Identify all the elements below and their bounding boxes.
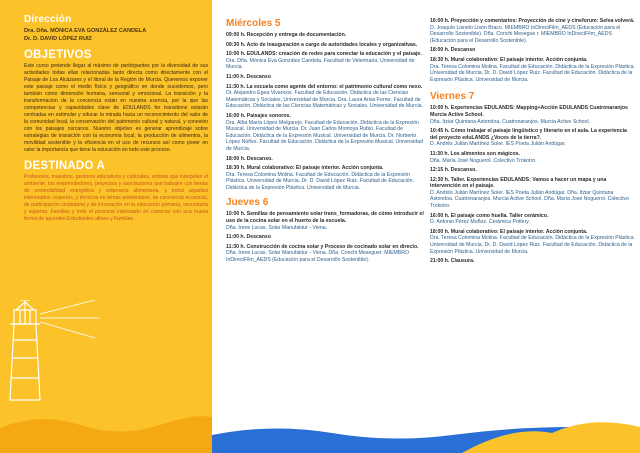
- schedule-entry: [430, 177, 635, 210]
- entry-title: 18:00 h. Descanso.: [226, 155, 273, 162]
- entry-detail: D. Joaquín Lisnelo Lisón Braco. MIEMBRO InDirectFilm_AEDS (Educación para el Desarrollo Sostenible). Dña. Conchi Mesegue r. MIEMBRO InDirectFilm_AEDS (Educación para el Desarrollo Sostenible).: [430, 24, 621, 44]
- entry-title: 11:00 h. Descanso: [226, 73, 271, 80]
- entry-title: 10:00 h. Experiencias EDULANDS: Mapping+Acción EDULANDS Cuatronaranjos Murcia Active School.: [430, 105, 628, 118]
- entry-title: 11:30 h. Los alimentos son mágicos.: [430, 150, 520, 157]
- destinado-heading: DESTINADO A: [24, 160, 105, 172]
- entry-detail: Dra. Teresa Colomina Molina. Facultad de Educación. Didáctica de la Expresión Plástica. Universidad de Murcia. Dr. D. David López Ruiz. Facultad de Educación. Didáctica de la Expresión Plástica. Universidad de Murcia.: [430, 63, 635, 83]
- schedule-entry: [430, 47, 635, 54]
- entry-detail: D. Andrés Julián Martínez Soler. IES Poeta Julián Andúgar. Dña. Itziar Quintana Astondoa. Cuatronaranjos. Murcia Active School. Dña. María José Noguerol. Colectivo Trokotro.: [430, 189, 629, 210]
- entry-title: 11:30 h. Construcción de cocina solar y Proceso de cocinado solar en directo.: [226, 243, 419, 250]
- schedule-entry: [430, 213, 635, 226]
- schedule-entry: [226, 211, 426, 231]
- entry-title: 11:30 h. La escuela como agente del entorno: el patrimonio cultural como nexo.: [226, 83, 423, 90]
- day-title-miercoles: Miércoles 5: [226, 18, 281, 29]
- schedule-entry: [226, 244, 426, 264]
- director-2: Dr. D. DAVID LÓPEZ RUIZ: [24, 36, 92, 42]
- schedule-entry: [430, 128, 635, 148]
- entry-title: 18:30 h. Mural colaborativo: El paisaje interior. Acción conjunta.: [430, 56, 588, 63]
- schedule-entry: [430, 57, 635, 83]
- entry-title: 18:30 h. Mural colaborativo: El paisaje interior. Acción conjunta.: [226, 165, 384, 172]
- entry-title: 10:00 h. Semillas de pensamiento solar trans_formadoras, de cómo introducir el uso de la cocina solar en el huerto de la escuela.: [226, 211, 424, 225]
- entry-title: 10:00 h. EDULANDS: creación de redes para conectar la educación y el paisaje.: [226, 51, 422, 58]
- schedule-entry: [430, 229, 635, 255]
- entry-detail: Dña. Itziar Quintana Astondoa. Cuatronaranjos. Murcia Active School.: [430, 118, 591, 125]
- entry-title: 09:30 h. Acto de inauguración a cargo de autoridades locales y organizativas.: [226, 41, 418, 48]
- entry-detail: Dra. Teresa Colomina Molina. Facultad de Educación. Didáctica de la Expresión Plástica. Universidad de Murcia. Dr. D. David López Ruiz. Facultad de Educación. Didáctica de la Expresión Plástica. Universidad de Murcia.: [226, 171, 414, 191]
- entry-detail: Dña. Irene Lucas. Solar Manufaktur - Viena. Dña. Conchi Meseguer. MIEMBRO InDirectFilm_AEDS (Educación para el Desarrollo Sostenible).: [226, 250, 409, 264]
- lighthouse-illustration: [0, 300, 212, 453]
- entry-title: 18:00 h. Descanso: [430, 47, 476, 54]
- destinado-text: Profesores, maestros, gestores educativos y culturales, artistas que interpelen el ambiente, los emprendedores, proyectos y asociaciones que trabajen con temas de sostenibilidad energética y soberanía alimentaria, y todos aquellos interesados, expertos, y técnicos en temas ambientales, de conciencia ecosocial, de participación ciudadana y de innovación en la educación primaria, secundaria y superior. Familias y todo el personal interesado en conectar con una nueva forma de aprender.Estudiantes afines y Familias.: [24, 174, 208, 222]
- schedule-entry: [226, 165, 426, 191]
- entry-detail: Dña. Irene Lucas. Solar Manufaktur - Viena.: [226, 224, 328, 231]
- schedule-entry: [430, 105, 635, 125]
- entry-detail: D. Antonio Pérez Muñoz. Cerámica Pottery.: [430, 219, 530, 226]
- left-content: [24, 14, 208, 223]
- entry-detail: Dra. Dña. Mónica Eva González Candela. Facultad de Veterinaria. Universidad de Murcia.: [226, 57, 415, 71]
- schedule-entry: [226, 113, 426, 153]
- entry-detail: Dra. Teresa Colomina Molina. Facultad de Educación. Didáctica de la Expresión Plástica. Universidad de Murcia. Dr. D. David López Ruiz. Facultad de Educación. Didáctica de la Expresión Plástica. Universidad de Murcia.: [430, 235, 635, 255]
- day-title-jueves: Jueves 6: [226, 197, 269, 209]
- entry-title: 16:00 h. Paisajes sonoros.: [226, 112, 291, 119]
- schedule-entry: [430, 167, 635, 174]
- entry-detail: Dr. Alejandro Egea Vivancos. Facultad de Educación. Didáctica de las Ciencias Matemáticas y Sociales. Universidad de Murcia. Dra. Laura Arias Ferrer. Facultad de Educación. Didáctica de las Ciencias Matemáticas y Sociales. Universidad de Murcia.: [226, 90, 423, 110]
- schedule-entry: [430, 258, 635, 265]
- objetivos-heading: OBJETIVOS: [24, 49, 92, 61]
- entry-detail: Dña. María José Noguerol. Colectivo Trokotro.: [430, 157, 537, 164]
- schedule-entry: [226, 156, 426, 163]
- entry-title: 16:00 h. El paisaje como huella. Taller cerámico.: [430, 212, 549, 219]
- day-title-viernes: Viernes 7: [430, 91, 475, 103]
- right-column: [430, 18, 635, 268]
- middle-column: [226, 18, 426, 267]
- entry-detail: Dra. Alba María López Melgarejo. Facultad de Educación. Didáctica de la Expresión Musical. Universidad de Murcia. Dr. Juan Carlos Montoya Rubio. Facultad de Educación. Didáctica de la Expresión Musical. Universidad de Murcia. Dr. Norberto López Núñez. Facultad de Educación. Didáctica de la Expresión Musical. Universidad de Murcia.: [226, 119, 423, 152]
- entry-title: 11:00 h. Descanso: [226, 234, 271, 241]
- entry-title: 10:45 h. Cómo trabajar el paisaje lingüístico y literario en el aula. La experiencia del proyecto eduLANDS ¿Voces de la tierra?.: [430, 128, 627, 141]
- schedule-entry: [430, 151, 635, 164]
- schedule-entry: [226, 74, 426, 81]
- director-1: Dra. Dña. MÓNICA EVA GONZÁLEZ CANDELA: [24, 28, 147, 34]
- entry-title: 16:00 h. Proyección y comentarios: Proyección de cine y cineforum: Selva volverá.: [430, 18, 635, 24]
- bottom-waves: [212, 405, 640, 453]
- entry-title: 18:00 h. Mural colaborativo: El paisaje interior. Acción conjunta.: [430, 228, 588, 235]
- left-panel: [0, 0, 212, 453]
- schedule-entry: [226, 32, 426, 39]
- entry-title: 12:30 h. Taller. Experiencias EDULANDS: Vamos a hacer un mapa y una intervención en el paisaje.: [430, 176, 607, 190]
- entry-title: 21:00 h. Clausura.: [430, 258, 475, 265]
- direccion-heading: Dirección: [24, 14, 72, 25]
- entry-title: 09:00 h. Recepción y entrega de documentación.: [226, 32, 347, 38]
- schedule-entry: [226, 84, 426, 110]
- schedule-entry: [430, 18, 635, 44]
- entry-detail: D. Andrés Julián Martínez Soler. IES Poeta Julián Andúgar.: [430, 141, 566, 148]
- entry-title: 12:15 h. Descanso.: [430, 167, 477, 174]
- lighthouse-icon: [10, 300, 100, 400]
- schedule-entry: [226, 51, 426, 71]
- objetivos-text: Este curso pretende llegar al máximo de participantes por la diversidad de sus actividades todas ellas relacionadas tanto directa como directamente con el Paisaje de Los Alcázares y el litoral de la Región de Murcia. Queremos exponer este paisaje como el medio físico y geográfico en donde sucedemos, pero también como dimensión humana, sensorial y emocional. La transición y la transformación de la conciencia están en nuestra esencia, por la que las competencias y capacidades clave de EDULANDS for transitions estarán centradas en estimular y educar la mirada hacia un reconocimiento del valor de la comunidad local, la conservación del patrimonio cultural y natural, y conexión con los paisajes cercanos. Nuestro objetivo es generar aprendizaje sobre estrategias de transición con la economía local, la producción de alimentos, la movilidad sostenible y la eficiencia en el uso de recursos así como poner en valor la importancia que tiene la educación en todo este proceso.: [24, 63, 208, 153]
- schedule-entry: [226, 42, 426, 49]
- schedule-entry: [226, 234, 426, 241]
- left-wave: [0, 416, 212, 453]
